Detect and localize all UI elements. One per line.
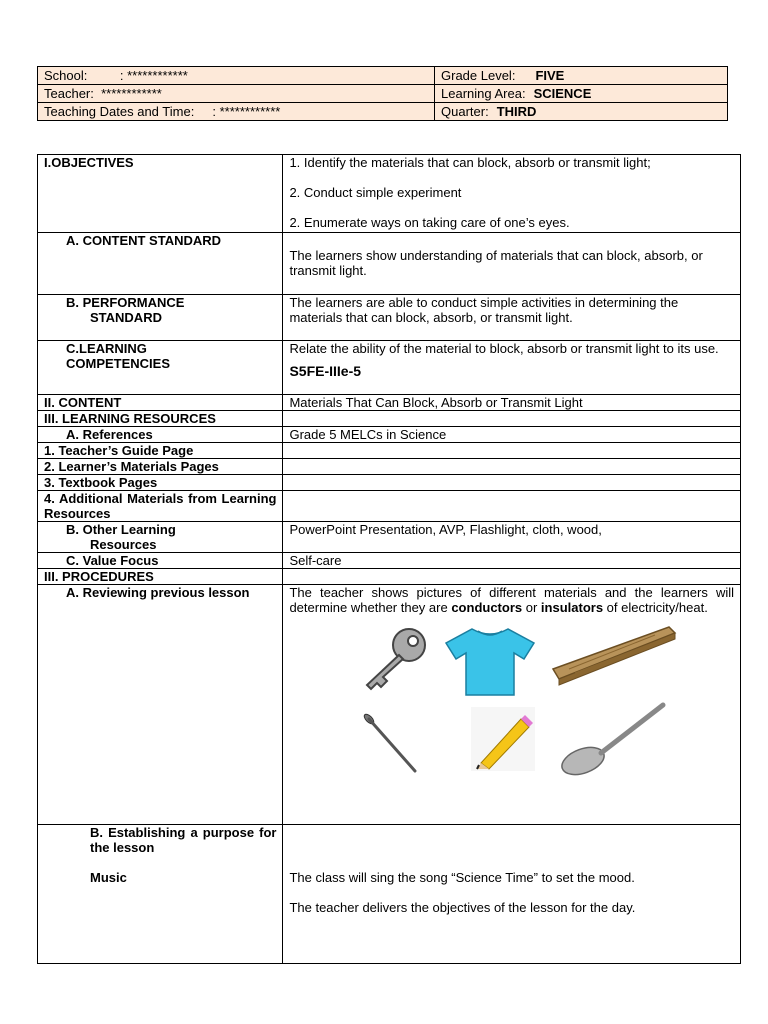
performance-standard-label	[38, 295, 283, 341]
grade-cell	[435, 67, 728, 85]
resources-empty-cell	[283, 411, 741, 427]
textbook-label: 3. Textbook Pages	[38, 475, 283, 491]
lesson-plan-table	[37, 154, 741, 964]
material-pictures	[289, 615, 734, 805]
school-label: School:	[44, 68, 88, 83]
reviewing-cell	[283, 585, 741, 825]
dates-value: : ************	[212, 104, 281, 119]
competencies-cell	[283, 341, 741, 395]
establishing-text-2: The teacher delivers the objectives of the lesson for the day.	[289, 900, 636, 915]
references-text: Grade 5 MELCs in Science	[283, 427, 741, 443]
teachers-guide-label: 1. Teacher’s Guide Page	[38, 443, 283, 459]
establishing-label-text: B. Establishing a purpose for the lesson	[90, 825, 277, 855]
other-resources-label-line1: B. Other Learning	[66, 522, 176, 537]
tshirt-icon	[444, 625, 536, 697]
objective-item: 2. Conduct simple experiment	[289, 185, 462, 200]
wood-plank-icon	[545, 619, 681, 689]
school-value: : ************	[119, 68, 188, 83]
competencies-label-line2: COMPETENCIES	[66, 356, 171, 371]
area-cell	[435, 85, 728, 103]
objectives-cell	[283, 155, 741, 233]
competencies-label	[38, 341, 283, 395]
conductors-term: conductors	[451, 600, 523, 615]
teacher-value: ************	[101, 86, 162, 101]
additional-materials-label: 4. Additional Materials from Learning Resources	[38, 491, 283, 522]
key-icon	[359, 625, 431, 693]
dates-cell	[38, 103, 435, 121]
content-label: II. CONTENT	[38, 395, 283, 411]
teacher-label: Teacher:	[44, 86, 94, 101]
performance-label-line1: B. PERFORMANCE	[66, 295, 185, 310]
other-resources-text: PowerPoint Presentation, AVP, Flashlight, cloth, wood,	[283, 522, 741, 553]
grade-value: FIVE	[535, 68, 565, 83]
dates-label: Teaching Dates and Time:	[44, 104, 195, 119]
other-resources-label	[38, 522, 283, 553]
other-resources-label-line2: Resources	[90, 537, 157, 552]
music-label: Music	[90, 870, 127, 885]
area-value: SCIENCE	[533, 86, 592, 101]
competencies-text: Relate the ability of the material to block, absorb or transmit light to its use.	[289, 341, 719, 356]
nail-icon	[361, 711, 421, 777]
insulators-term: insulators	[540, 600, 604, 615]
value-focus-text: Self-care	[283, 553, 741, 569]
competencies-label-line1: C.LEARNING	[66, 341, 147, 356]
content-standard-text: The learners show understanding of materials that can block, absorb, or transmit light.	[289, 248, 703, 278]
competency-code: S5FE-IIIe-5	[289, 363, 362, 379]
quarter-value: THIRD	[496, 104, 537, 119]
establishing-cell	[283, 825, 741, 964]
area-label: Learning Area:	[441, 86, 526, 101]
procedures-label: III. PROCEDURES	[38, 569, 283, 585]
pencil-icon	[471, 707, 535, 771]
textbook-cell	[283, 475, 741, 491]
procedures-empty-cell	[283, 569, 741, 585]
performance-standard-text: The learners are able to conduct simple activities in determining the materials that can block, absorb, or transmit light.	[283, 295, 741, 341]
teachers-guide-cell	[283, 443, 741, 459]
learners-materials-cell	[283, 459, 741, 475]
establishing-label	[38, 825, 283, 964]
performance-label-line2: STANDARD	[90, 310, 162, 325]
school-cell	[38, 67, 435, 85]
grade-label: Grade Level:	[441, 68, 516, 83]
resources-label: III. LEARNING RESOURCES	[38, 411, 283, 427]
references-label: A. References	[38, 427, 283, 443]
value-focus-label: C. Value Focus	[38, 553, 283, 569]
teacher-cell	[38, 85, 435, 103]
learners-materials-label: 2. Learner’s Materials Pages	[38, 459, 283, 475]
additional-materials-cell	[283, 491, 741, 522]
quarter-cell	[435, 103, 728, 121]
content-standard-label: A. CONTENT STANDARD	[38, 233, 283, 295]
quarter-label: Quarter:	[441, 104, 489, 119]
content-standard-cell	[283, 233, 741, 295]
content-text: Materials That Can Block, Absorb or Transmit Light	[283, 395, 741, 411]
reviewing-label: A. Reviewing previous lesson	[38, 585, 283, 825]
establishing-text-1: The class will sing the song “Science Time” to set the mood.	[289, 870, 635, 885]
objectives-label: I.OBJECTIVES	[38, 155, 283, 233]
objective-item: 2. Enumerate ways on taking care of one’s eyes.	[289, 215, 570, 230]
reviewing-text: The teacher shows pictures of different materials and the learners will determine whether they are conductors or insulators of electricity/heat.	[289, 585, 734, 615]
header-table	[37, 66, 728, 121]
objective-item: 1. Identify the materials that can block, absorb or transmit light;	[289, 155, 651, 170]
spoon-icon	[559, 701, 669, 779]
